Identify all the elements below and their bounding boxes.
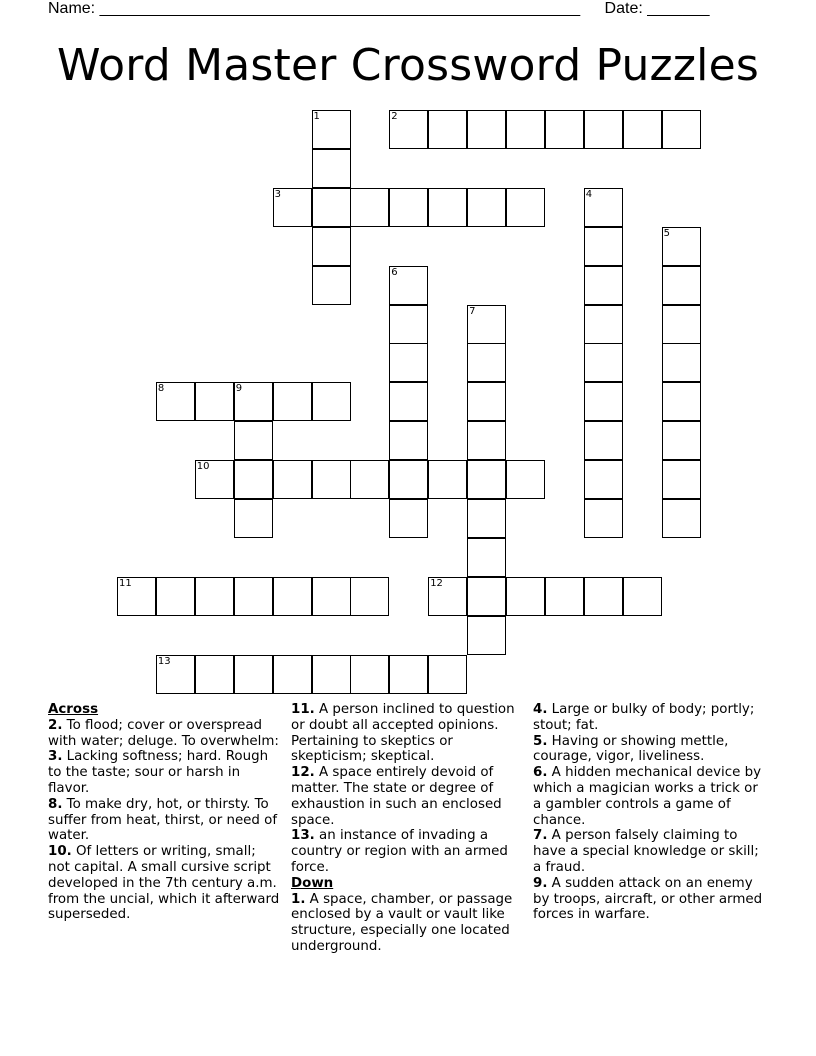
grid-cell[interactable] [467, 421, 506, 460]
clue-number-label: 13 [157, 655, 171, 667]
clue-number: 4. [533, 702, 548, 717]
clue-text: A person inclined to question or doubt all accepted opinions. Pertaining to skeptics or skepticism; skeptical. [291, 702, 515, 765]
clues-column-2 [291, 702, 525, 955]
across-clue-2 [48, 718, 280, 750]
grid-cell[interactable] [623, 577, 662, 616]
clue-number-label: 6 [391, 266, 398, 278]
grid-cell[interactable] [428, 188, 467, 227]
grid-cell[interactable] [623, 110, 662, 149]
grid-cell[interactable] [506, 460, 545, 499]
grid-cell[interactable] [195, 577, 234, 616]
grid-cell[interactable] [389, 421, 428, 460]
grid-cell[interactable] [312, 266, 351, 305]
down-clue-9 [533, 876, 765, 923]
grid-cell[interactable] [584, 577, 623, 616]
grid-cell[interactable] [156, 655, 195, 694]
grid-cell[interactable] [273, 655, 312, 694]
grid-cell[interactable] [428, 577, 467, 616]
grid-cell[interactable] [584, 421, 623, 460]
grid-cell[interactable] [584, 227, 623, 266]
grid-cell[interactable] [584, 266, 623, 305]
grid-cell[interactable] [584, 343, 623, 382]
clue-number: 10. [48, 844, 72, 860]
clue-number: 3. [48, 749, 63, 765]
grid-cell[interactable] [428, 460, 467, 499]
grid-cell[interactable] [389, 382, 428, 421]
grid-cell[interactable] [389, 266, 428, 305]
grid-cell[interactable] [389, 110, 428, 149]
grid-cell[interactable] [234, 421, 273, 460]
clue-number: 9. [533, 875, 548, 891]
clue-number-label: 12 [430, 577, 443, 589]
grid-cell[interactable] [467, 499, 506, 538]
grid-cell[interactable] [545, 577, 584, 616]
grid-cell[interactable] [662, 227, 701, 266]
across-clue-12 [291, 765, 525, 828]
grid-cell[interactable] [389, 188, 428, 227]
down-clue-7 [533, 828, 765, 875]
grid-cell[interactable] [467, 110, 506, 149]
clue-text: Having or showing mettle, courage, vigor, liveliness. [533, 733, 729, 765]
down-heading: Down [291, 875, 334, 891]
across-clue-13 [291, 828, 525, 875]
clue-number-label: 4 [585, 188, 593, 200]
clue-text: To flood; cover or overspread with water; deluge. To overwhelm: [48, 717, 279, 749]
clue-number: 12. [291, 765, 315, 781]
grid-cell[interactable] [195, 382, 234, 421]
grid-cell[interactable] [312, 460, 351, 499]
grid-cell[interactable] [350, 655, 389, 694]
grid-cell[interactable] [662, 343, 701, 382]
clue-text: A hidden mechanical device by which a magician works a trick or a gambler controls a game of chance. [533, 765, 762, 828]
grid-cell[interactable] [662, 460, 701, 499]
grid-cell[interactable] [584, 110, 623, 149]
grid-cell[interactable] [273, 577, 312, 616]
down-clue-4 [533, 702, 765, 734]
across-clue-3 [48, 749, 280, 796]
grid-cell[interactable] [467, 343, 506, 382]
grid-cell[interactable] [662, 266, 701, 305]
page-title: Word Master Crossword Puzzles [57, 40, 759, 91]
clue-text: A person falsely claiming to have a special knowledge or skill; a fraud. [533, 828, 759, 875]
clue-number-label: 9 [235, 383, 243, 395]
clue-text: Of letters or writing, small; not capital. A small cursive script developed in the 7th century a.m. from the uncial, which it afterward superseded. [48, 844, 280, 923]
clue-number: 13. [291, 828, 315, 844]
grid-cell[interactable] [389, 343, 428, 382]
grid-cell[interactable] [312, 188, 351, 227]
grid-cell[interactable] [312, 149, 351, 188]
grid-cell[interactable] [350, 577, 389, 616]
clue-text: an instance of invading a country or region with an armed force. [291, 828, 508, 875]
grid-cell[interactable] [584, 499, 623, 538]
grid-cell[interactable] [273, 188, 312, 227]
grid-cell[interactable] [467, 616, 506, 655]
name-field-label: Name: ______________________________________________________ [48, 0, 581, 17]
clue-number-label: 3 [274, 188, 281, 200]
grid-cell[interactable] [662, 382, 701, 421]
grid-cell[interactable] [428, 110, 467, 149]
clue-text: To make dry, hot, or thirsty. To suffer from heat, thirst, or need of water. [48, 796, 278, 844]
grid-cell[interactable] [662, 499, 701, 538]
grid-cell[interactable] [467, 577, 506, 616]
clue-number-label: 1 [313, 111, 320, 122]
grid-cell[interactable] [312, 227, 351, 266]
grid-cell[interactable] [584, 305, 623, 344]
grid-cell[interactable] [467, 538, 506, 577]
grid-cell[interactable] [234, 577, 273, 616]
clue-number-label: 10 [196, 461, 210, 473]
clue-number-label: 7 [469, 305, 476, 317]
clue-number: 6. [533, 765, 548, 781]
clue-number: 8. [48, 796, 63, 812]
clue-number-label: 5 [663, 227, 670, 239]
grid-cell[interactable] [156, 577, 195, 616]
clue-number-label: 2 [391, 111, 398, 122]
down-clue-1 [291, 892, 525, 955]
grid-cell[interactable] [467, 188, 506, 227]
date-field-label: Date: _______ [604, 0, 710, 17]
grid-cell[interactable] [662, 110, 701, 149]
grid-cell[interactable] [662, 421, 701, 460]
grid-cell[interactable] [273, 382, 312, 421]
grid-cell[interactable] [195, 655, 234, 694]
grid-cell[interactable] [350, 460, 389, 499]
down-clue-6 [533, 765, 765, 828]
grid-cell[interactable] [389, 499, 428, 538]
clue-number: 7. [533, 828, 548, 844]
grid-cell[interactable] [584, 460, 623, 499]
clue-number: 2. [48, 717, 63, 733]
grid-cell[interactable] [389, 460, 428, 499]
grid-cell[interactable] [428, 655, 467, 694]
across-clue-8 [48, 797, 280, 844]
across-clue-11 [291, 702, 525, 765]
clues-column-3 [533, 702, 765, 923]
across-clue-10 [48, 844, 280, 923]
grid-cell[interactable] [584, 382, 623, 421]
clue-number: 11. [291, 702, 315, 717]
grid-cell[interactable] [312, 577, 351, 616]
grid-cell[interactable] [312, 655, 351, 694]
grid-cell[interactable] [467, 382, 506, 421]
grid-cell[interactable] [506, 577, 545, 616]
grid-cell[interactable] [156, 382, 195, 421]
grid-cell[interactable] [584, 188, 623, 227]
grid-cell[interactable] [467, 305, 506, 344]
grid-cell[interactable] [312, 110, 351, 149]
grid-cell[interactable] [662, 305, 701, 344]
down-clue-5 [533, 734, 765, 766]
clue-text: A space, chamber, or passage enclosed by a vault or vault like structure, especially one located underground. [291, 891, 513, 954]
grid-cell[interactable] [234, 499, 273, 538]
clue-text: A sudden attack on an enemy by troops, aircraft, or other armed forces in warfare. [533, 875, 763, 923]
grid-cell[interactable] [389, 655, 428, 694]
clue-number: 5. [533, 733, 548, 749]
grid-cell[interactable] [234, 460, 273, 499]
clue-text: Lacking softness; hard. Rough to the taste; sour or harsh in flavor. [48, 749, 269, 796]
clue-number: 1. [291, 891, 306, 907]
grid-cell[interactable] [273, 460, 312, 499]
clue-text: A space entirely devoid of matter. The state or degree of exhaustion in such an enclosed space. [291, 765, 502, 828]
grid-cell[interactable] [545, 110, 584, 149]
clue-number-label: 8 [157, 383, 165, 395]
across-heading: Across [48, 702, 99, 717]
clue-text: Large or bulky of body; portly; stout; fat. [533, 702, 755, 733]
grid-cell[interactable] [506, 110, 545, 149]
grid-cell[interactable] [117, 577, 156, 616]
clues-column-1 [48, 702, 280, 923]
grid-cell[interactable] [312, 382, 351, 421]
grid-cell[interactable] [195, 460, 234, 499]
grid-cell[interactable] [350, 188, 389, 227]
grid-cell[interactable] [467, 460, 506, 499]
clue-number-label: 11 [119, 577, 132, 589]
grid-cell[interactable] [506, 188, 545, 227]
grid-cell[interactable] [234, 655, 273, 694]
grid-cell[interactable] [234, 382, 273, 421]
grid-cell[interactable] [389, 305, 428, 344]
